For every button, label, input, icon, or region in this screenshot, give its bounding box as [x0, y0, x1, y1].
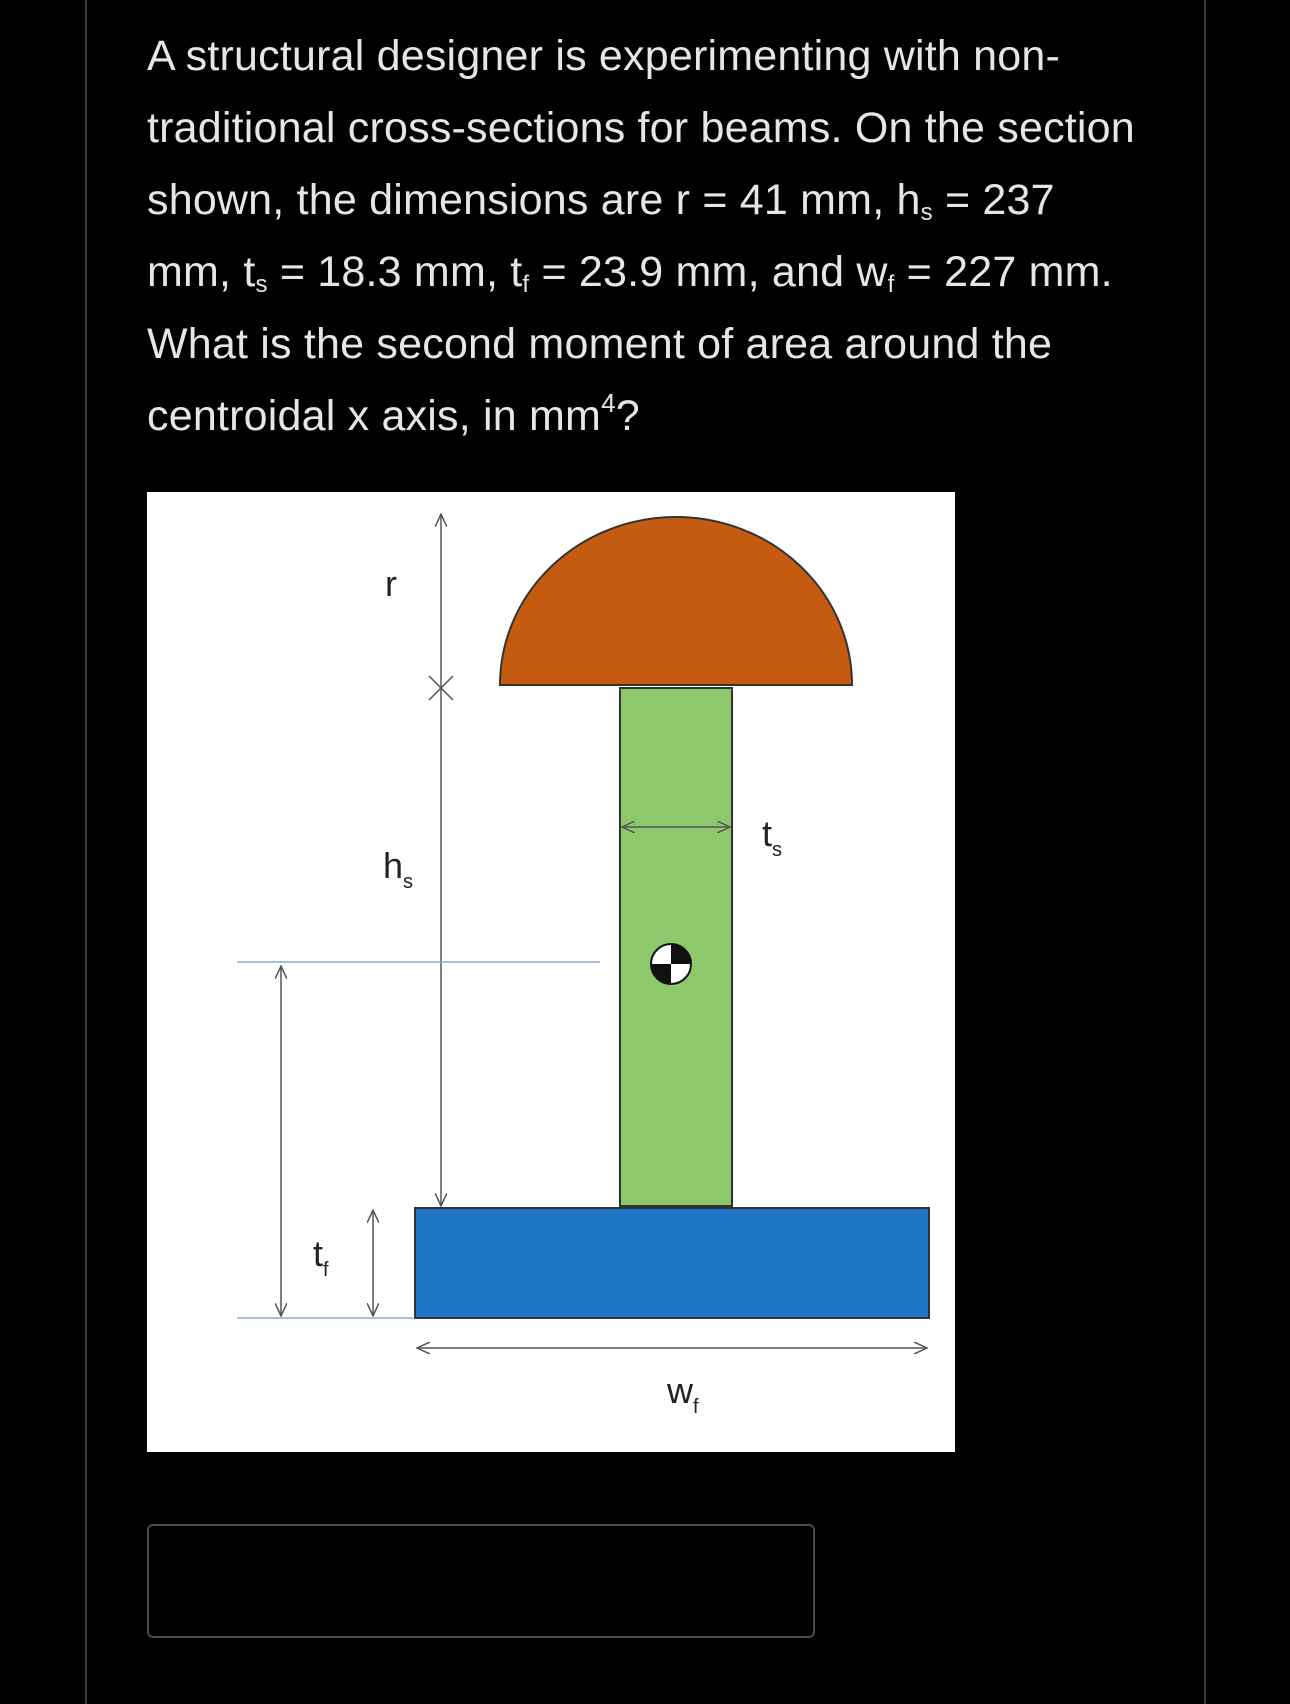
answer-input[interactable]: [147, 1524, 815, 1638]
semicircle-head: [500, 517, 852, 685]
right-border-line: [1204, 0, 1206, 1704]
left-border-line: [85, 0, 87, 1704]
label-tf: $t_f$: [313, 1233, 329, 1281]
cross-section-figure: [147, 492, 955, 1452]
label-r: r: [385, 563, 397, 604]
label-x1: $X_1$: [177, 1299, 213, 1347]
question-text: A structural designer is experimenting with non-traditional cross-sections for beams. On the section shown, the dimensions are r = 41 mm, $h_s = 237$ mm, $t_s = 18.3$ mm, $t_f = 23.9$ mm, and $w_f = 227$ mm. What is the second moment of area around the centroidal x axis, in $mm^4$?: [147, 32, 1135, 440]
centroid-marker: [651, 944, 691, 984]
cross-section-diagram: [147, 492, 955, 1452]
label-wf: $w_f$: [667, 1370, 699, 1418]
label-hs: $h_s$: [383, 845, 414, 893]
svg-text:y: y: [214, 1125, 232, 1166]
label-ts: $t_s$: [762, 813, 783, 861]
label-x-axis: X: [179, 943, 204, 984]
bottom-flange: [415, 1208, 929, 1318]
label-ybar: [214, 1125, 238, 1166]
